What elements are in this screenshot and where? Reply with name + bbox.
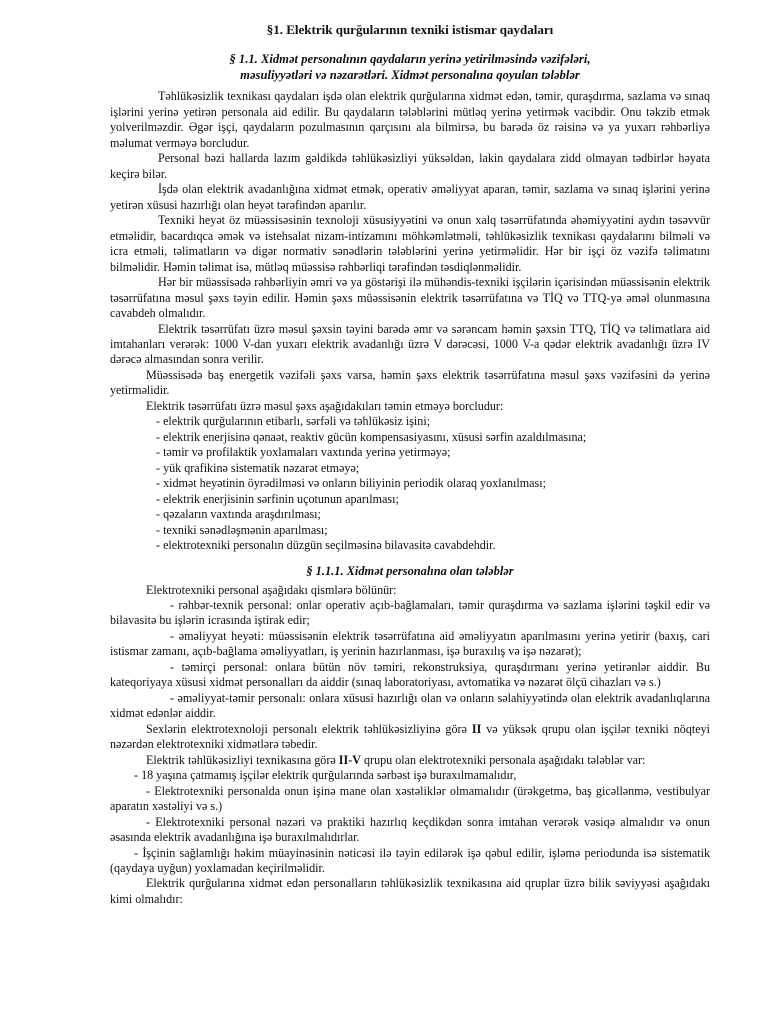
subsection-heading: § 1.1.1. Xidmət personalına olan tələblər: [306, 563, 514, 578]
list-item: - texniki sənədləşmənin aparılması;: [156, 523, 710, 538]
group-range: II-V: [338, 752, 361, 767]
paragraph: İşdə olan elektrik avadanlığına xidmət etmək, operativ əməliyyat aparan, təmir, sazlama və sınaq işlərini yerinə yetirən xüsusi hazırlığı olan heyət tərəfindən aparılır.: [110, 182, 710, 212]
section-heading-line: məsuliyyətləri və nəzarətləri. Xidmət personalına qoyulan tələblər: [240, 67, 580, 82]
list-item: - elektrik enerjisinə qənaət, reaktiv gücün kompensasiyasını, xüsusi sərfin azaldılmasına;: [156, 430, 710, 445]
text-run: Sexlərin elektrotexnoloji personalı elektrik təhlükəsizliyinə görə: [146, 721, 472, 736]
paragraph: [110, 722, 710, 753]
requirement-item: - İşçinin sağlamlığı həkim müayinəsinin nəticəsi ilə təyin edilərək işə qəbul edilir, işləmə periodunda isə sistematik (qaydaya uyğun) yoxlamadan keçirilməlidir.: [110, 846, 710, 877]
list-item: - elektrik enerjisinin sərfinin uçotunun aparılması;: [156, 492, 710, 507]
text-run: və yüksək qrupu olan işçilər texniki nöqteyi nəzərdən elektrotexniki xidmətlərə təbedir.: [110, 721, 710, 752]
duties-intro: Elektrik təsərrüfatı üzrə məsul şəxs aşağıdakıları təmin etməyə borcludur:: [146, 398, 504, 413]
category-item: - əməliyyat-təmir personalı: onlara xüsusi hazırlığı olan və onların səlahiyyətində olan elektrik avadanlıqlarına xidmət edənlər aiddir.: [110, 691, 710, 722]
paragraph: Təhlükəsizlik texnikası qaydaları işdə olan elektrik qurğularına xidmət edən, təmir, quraşdırma, sazlama və sınaq işlərini yerinə yetirən personala aid edilir. Bu qaydaların tələblərini mütləq yerinə yetirmək vacibdir. Onu təkzib etmək yolverilməzdir. Əgər işçi, qaydaların pozulmasının qarçısını ala bilmirsə, bu barədə öz rəisinə və ya yuxarı rəhbərliyə məlumat verməyə borcludur.: [110, 89, 710, 150]
group-number: II: [471, 721, 482, 736]
list-item: - qəzaların vaxtında araşdırılması;: [156, 507, 710, 522]
paragraph: [110, 753, 710, 768]
paragraph: Texniki heyət öz müəssisəsinin texnoloji xüsusiyyətini və onun xalq təsərrüfatında əhəmiyyətini aydın təsəvvür etməlidir, bacardıqca əmək və istehsalat nizam-intizamını möhkəmlətməli, təhlükəsizlik texnikası qaydalarını bilməli və icra etməli, təlimatların və digər normativ sənədlərin tələblərini yerinə yetirməlidir. Hər bir işçi öz vəzifə təlimatını bilməlidir. Həmin təlimat isə, mütləq müəssisə rəhbərliqi tərəfindən təsdiqlənməlidir.: [110, 213, 710, 274]
paragraph: Personal bəzi hallarda lazım gəldikdə təhlükəsizliyi yüksəldən, lakin qaydalara zidd olmayan tədbirlər həyata keçirə bilər.: [110, 151, 710, 181]
text-run: qrupu olan elektrotexniki personala aşağıdakı tələblər var:: [360, 752, 646, 767]
duties-list: [110, 414, 710, 553]
section-heading-line: § 1.1. Xidmət personalının qaydaların yerinə yetirilməsində vəzifələri,: [229, 52, 591, 66]
paragraph: Elektrotexniki personal aşağıdakı qismlərə bölünür:: [146, 582, 397, 597]
document-title: §1. Elektrik qurğularının texniki istismar qaydaları: [266, 22, 554, 37]
list-item: - yük qrafikinə sistematik nəzarət etməyə;: [156, 461, 710, 476]
paragraph: Hər bir müəssisədə rəhbərliyin əmri və ya göstərişi ilə mühəndis-texniki işçilərin içərisindən müəssisənin elektrik təsərrüfatına məsul şəxs təyin edilir. Həmin şəxs müəssisənin elektrik təsərrüfatına və TİQ və TTQ-yə əməl olunmasına cavabdeh olmalıdır.: [110, 275, 710, 321]
paragraph: Müəssisədə baş energetik vəzifəli şəxs varsa, həmin şəxs elektrik təsərrüfatına məsul şəxs vəzifəsini də yerinə yetirməlidir.: [110, 367, 710, 398]
text-run: Elektrik təhlükəsizliyi texnikasına görə: [146, 752, 339, 767]
list-item: - təmir və profilaktik yoxlamaları vaxtında yerinə yetirməyə;: [156, 445, 710, 460]
requirement-item: - Elektrotexniki personalda onun işinə mane olan xəstəliklər olmamalıdır (ürəkgetmə, baş gicəllənmə, vestibulyar aparatın xəstəliyi və s.): [110, 784, 710, 815]
section-heading: [110, 52, 710, 83]
requirement-item: - Elektrotexniki personal nəzəri və praktiki hazırlıq keçdikdən sonra imtahan verərək vəsiqə almalıdır və onun əsasında elektrik avadanlığına işə buraxılmalıdırlar.: [110, 815, 710, 846]
list-item: - xidmət heyətinin öyrədilməsi və onların biliyinin periodik olaraq yoxlanılması;: [156, 476, 710, 491]
requirement-item: - 18 yaşına çatmamış işçilər elektrik qurğularında sərbəst işə buraxılmamalıdır,: [110, 768, 710, 783]
category-item: - əməliyyat heyəti: müəssisənin elektrik təsərrüfatına aid əməliyyatın aparılmasını yerinə yetirir (baxış, cari istismar zamanı, açıb-bağlama əməliyyatları, iş yerinin hazırlanması, işə buraxılış və işə nəzarət);: [110, 629, 710, 660]
list-item: - elektrotexniki personalın düzgün seçilməsinə bilavasitə cavabdehdir.: [156, 538, 710, 553]
category-item: - təmirçi personal: onlara bütün növ təmiri, rekonstruksiya, quraşdırmanı yerinə yetirənlər aiddir. Bu kateqoriyaya xüsusi xidmət personalları da aiddir (sınaq laboratoriyası, avtomatika və nəzarət ölçü cihazları və s.): [110, 660, 710, 691]
paragraph: Elektrik qurğularına xidmət edən personalların təhlükəsizlik texnikasına aid qruplar üzrə bilik səviyyəsi aşağıdakı kimi olmalıdır:: [110, 876, 710, 906]
paragraph: Elektrik təsərrüfatı üzrə məsul şəxsin təyini barədə əmr və sərəncam həmin şəxsin TTQ, TİQ və təlimatlara aid imtahanları verərək: 1000 V-dan yuxarı elektrik avadanlığı üzrə V dərəcəsi, 1000 V-a qədər elektrik avadanlığı üzrə IV dərəcə almasından sonra verilir.: [110, 321, 710, 367]
list-item: - elektrik qurğularının etibarlı, sərfəli və təhlükəsiz işini;: [156, 414, 710, 429]
category-item: - rəhbər-texnik personal: onlar operativ açıb-bağlamaları, təmir quraşdırma və sazlama işlərini təşkil edir və bilavasitə bu işlərin icrasında iştirak edir;: [110, 598, 710, 629]
